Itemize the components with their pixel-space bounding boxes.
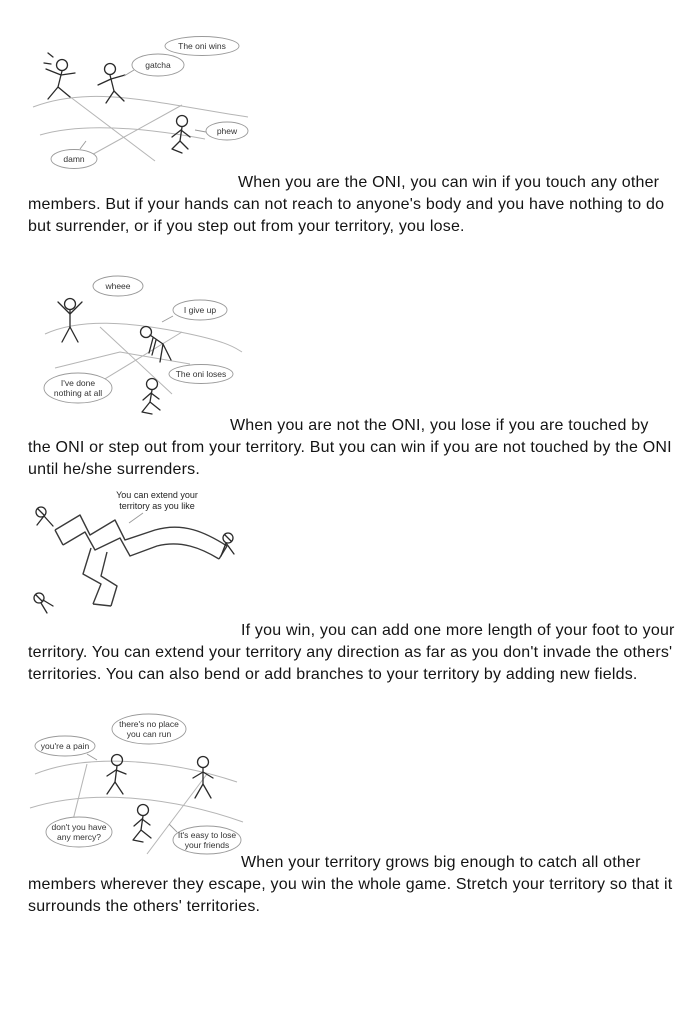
motion-marks xyxy=(44,53,53,64)
bubble-text: The oni loses xyxy=(175,369,227,379)
illustration-extend-territory xyxy=(25,488,245,623)
bubble-text-line2: any mercy? xyxy=(57,832,101,842)
escaping-figure xyxy=(107,755,126,795)
standing-figure xyxy=(193,757,213,799)
speech-bubble-youre-a-pain xyxy=(35,736,97,760)
illustration-oni-loses xyxy=(40,272,245,422)
illustration-win-game xyxy=(25,712,250,862)
crouching-figure xyxy=(142,379,160,415)
figure-right xyxy=(221,533,234,556)
speech-bubble-gatcha xyxy=(124,54,184,76)
speech-bubble-wheee xyxy=(93,276,143,296)
bubble-text: phew xyxy=(216,126,238,136)
kneeling-figure xyxy=(172,116,190,154)
bubble-text-line1: don't you have xyxy=(51,822,107,832)
bubble-text: The oni wins xyxy=(178,41,226,51)
bubble-text: gatcha xyxy=(145,60,171,70)
bubble-text: damn xyxy=(63,154,85,164)
bubble-text-line2: nothing at all xyxy=(53,388,103,398)
caption-line1: You can extend your xyxy=(116,490,198,500)
bubble-text: you're a pain xyxy=(40,741,90,751)
bubble-text-line1: It's easy to lose xyxy=(177,830,237,840)
crouching-figure xyxy=(133,805,151,843)
paragraph-extend-territory: If you win, you can add one more length of your foot to your territory. You can extend your territory any direction as far as you don't invade the others' territories. You can also bend or add branches to your territory by adding new fields. xyxy=(28,622,675,683)
speech-bubble-easy-to-lose xyxy=(169,824,241,854)
speech-bubble-oni-wins xyxy=(165,37,239,56)
cheering-figure xyxy=(58,299,82,343)
illustration-oni-wins xyxy=(30,35,255,175)
oni-figure xyxy=(44,53,75,99)
paragraph-win-game: When your territory grows big enough to catch all other members wherever they escape, you win the whole game. Stretch your territory so that it surrounds the others' territories. xyxy=(28,854,673,915)
bubble-text-line2: you can run xyxy=(126,729,172,739)
territory-band xyxy=(55,515,227,606)
paragraph-oni-wins: When you are the ONI, you can win if you touch any other members. But if your hands can not reach to anyone's body and you have nothing to do but surrender, or if you step out from your territory, you lose. xyxy=(28,174,665,235)
figure-bottom-left xyxy=(34,593,53,613)
speech-bubble-i-give-up xyxy=(162,300,227,322)
paragraph-oni-loses: When you are not the ONI, you lose if you are touched by the ONI or step out from your territory. But you can win if you are not touched by the ONI until he/she surrenders. xyxy=(28,417,672,478)
bubble-text-line1: I've done xyxy=(60,378,96,388)
speech-bubble-mercy xyxy=(46,817,112,847)
speech-bubble-oni-loses xyxy=(169,365,233,384)
speech-bubble-damn xyxy=(51,141,97,169)
bubble-text: wheee xyxy=(105,281,131,291)
caption-extend-territory xyxy=(116,490,198,523)
bubble-text-line1: there's no place xyxy=(119,719,179,729)
speech-bubble-ive-done xyxy=(44,373,112,403)
caption-line2: territory as you like xyxy=(119,501,195,511)
speech-bubble-no-place xyxy=(112,714,186,744)
bubble-text-line2: your friends xyxy=(184,840,230,850)
speech-bubble-phew xyxy=(195,122,248,140)
bubble-text: I give up xyxy=(183,305,217,315)
figure-top-left xyxy=(36,507,53,526)
